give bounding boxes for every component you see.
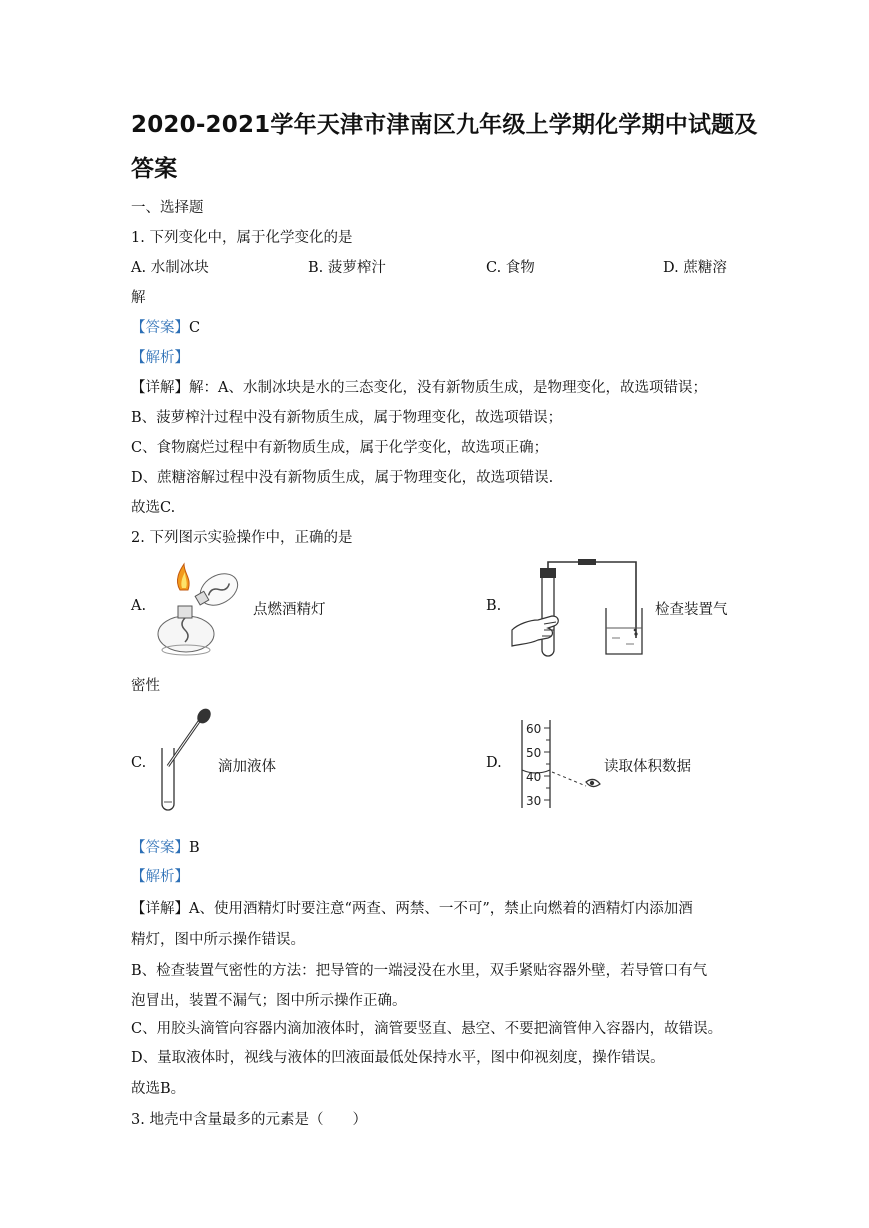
q2-option-d-text: 读取体积数据 bbox=[604, 759, 691, 775]
q2-detail-1-continued: 精灯，图中所示操作错误。 bbox=[131, 932, 305, 948]
q1-answer bbox=[131, 316, 200, 337]
section-heading: 一、选择题 bbox=[131, 200, 204, 216]
detail-text: 解：A、水制冰块是水的三态变化，没有新物质生成，是物理变化，故选项错误； bbox=[189, 380, 707, 396]
q1-conclusion: 故选C. bbox=[131, 500, 176, 516]
q2-option-a-letter: A. bbox=[131, 598, 147, 614]
q1-analysis-tag: 【解析】 bbox=[131, 350, 189, 366]
alcohol-lamp-illustration bbox=[150, 560, 242, 664]
graduated-cylinder-illustration bbox=[514, 716, 614, 814]
q2-option-c-text: 滴加液体 bbox=[218, 759, 276, 775]
q1-option-a: A. 水制冰块 bbox=[131, 260, 209, 276]
q3-stem: 3. 地壳中含量最多的元素是（ ） bbox=[131, 1112, 367, 1128]
q1-detail-2: B、菠萝榨汁过程中没有新物质生成，属于物理变化，故选项错误； bbox=[131, 410, 563, 426]
q1-option-d: D. 蔗糖溶 bbox=[663, 260, 727, 276]
q2-option-d-letter: D. bbox=[486, 755, 502, 771]
q2-option-c-letter: C. bbox=[131, 755, 147, 771]
q2-conclusion: 故选B。 bbox=[131, 1081, 186, 1097]
q2-option-a-text: 点燃酒精灯 bbox=[253, 602, 326, 618]
page-title-continued: 答案 bbox=[131, 156, 178, 182]
answer-tag: 【答案】 bbox=[131, 320, 189, 336]
detail-text: A、使用酒精灯时要注意“两查、两禁、一不可”，禁止向燃着的酒精灯内添加酒 bbox=[189, 901, 693, 917]
q2-answer bbox=[131, 836, 200, 857]
q1-option-b: B. 菠萝榨汁 bbox=[308, 260, 386, 276]
tick-label-30: 30 bbox=[526, 794, 542, 808]
dropper-illustration bbox=[156, 708, 216, 814]
page-title: 2020-2021学年天津市津南区九年级上学期化学期中试题及 bbox=[131, 112, 758, 138]
q2-detail-1 bbox=[131, 897, 693, 918]
q1-option-c: C. 食物 bbox=[486, 260, 535, 276]
tick-label-40: 40 bbox=[526, 770, 542, 784]
q2-detail-2-continued: 泡冒出，装置不漏气；图中所示操作正确。 bbox=[131, 993, 407, 1009]
tick-label-60: 60 bbox=[526, 722, 542, 736]
q2-option-b-letter: B. bbox=[486, 598, 502, 614]
q1-option-d-continued: 解 bbox=[131, 290, 146, 306]
q2-analysis-tag: 【解析】 bbox=[131, 869, 189, 885]
q1-detail-3: C、食物腐烂过程中有新物质生成，属于化学变化，故选项正确； bbox=[131, 440, 549, 456]
q1-detail-4: D、蔗糖溶解过程中没有新物质生成，属于物理变化，故选项错误. bbox=[131, 470, 554, 486]
answer-tag: 【答案】 bbox=[131, 840, 189, 856]
detail-tag: 【详解】 bbox=[131, 380, 189, 396]
q2-detail-3: C、用胶头滴管向容器内滴加液体时，滴管要竖直、悬空、不要把滴管伸入容器内，故错误。 bbox=[131, 1021, 723, 1037]
q2-detail-4: D、量取液体时，视线与液体的凹液面最低处保持水平，图中仰视刻度，操作错误。 bbox=[131, 1050, 665, 1066]
q2-option-b-text: 检查装置气 bbox=[655, 602, 728, 618]
q2-stem: 2. 下列图示实验操作中，正确的是 bbox=[131, 530, 353, 546]
answer-value: B bbox=[189, 840, 200, 856]
airtightness-check-illustration bbox=[508, 558, 648, 662]
q1-detail-1 bbox=[131, 376, 707, 397]
q1-stem: 1. 下列变化中，属于化学变化的是 bbox=[131, 230, 353, 246]
q2-detail-2: B、检查装置气密性的方法：把导管的一端浸没在水里，双手紧贴容器外壁，若导管口有气 bbox=[131, 963, 708, 979]
answer-value: C bbox=[189, 320, 201, 336]
detail-tag: 【详解】 bbox=[131, 901, 189, 917]
q2-option-b-continued: 密性 bbox=[131, 678, 160, 694]
tick-label-50: 50 bbox=[526, 746, 542, 760]
